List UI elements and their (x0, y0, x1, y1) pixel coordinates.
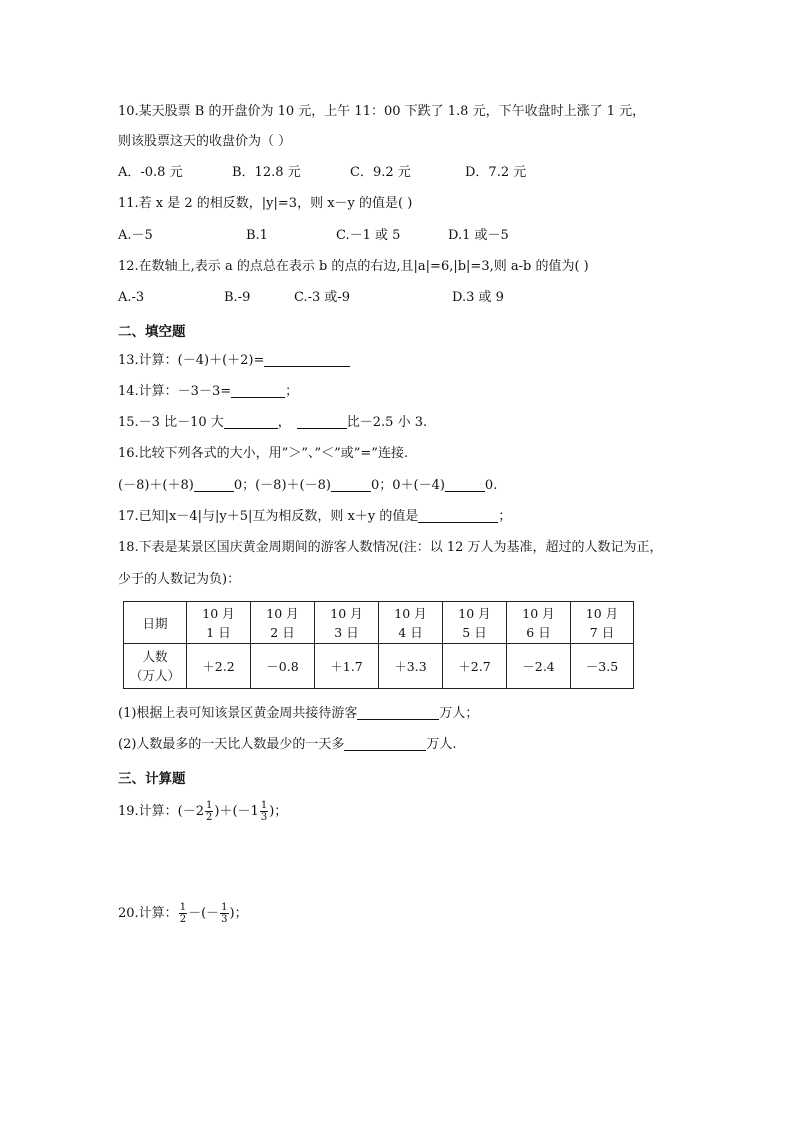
q17-tail: ； (498, 509, 512, 524)
date-day: 3 日 (334, 624, 359, 640)
fraction-one-third (220, 902, 228, 925)
table-cell-date (507, 602, 571, 644)
q19-mid: )＋(－1 (214, 804, 259, 819)
fraction-one-half (205, 800, 213, 823)
q19-line (118, 800, 287, 823)
table-cell-date (315, 602, 379, 644)
date-month: 10 月 (202, 605, 235, 621)
q17-text: 17.已知|x－4|与|y＋5|互为相反数，则 x＋y 的值是 (118, 509, 419, 524)
q12-option-d: D.3 或 9 (452, 290, 504, 305)
q18-sub1-text: (1)根据上表可知该景区黄金周共接待游客 (118, 706, 358, 721)
date-month: 10 月 (394, 605, 427, 621)
date-month: 10 月 (458, 605, 491, 621)
q16-expr3: 0；0＋(－4) (370, 478, 445, 493)
q12-option-b: B.-9 (224, 290, 251, 305)
numerator: 1 (179, 902, 187, 913)
date-month: 10 月 (522, 605, 555, 621)
table-header-count (124, 644, 187, 689)
q12-option-a: A.-3 (118, 290, 145, 305)
table-cell-date (187, 602, 251, 644)
table-cell-date (251, 602, 315, 644)
table-cell-value: －3.5 (571, 644, 634, 689)
q20-line (118, 902, 248, 925)
q10-option-c: C．9.2 元 (350, 165, 411, 180)
q19-tail: )； (269, 804, 288, 819)
q13-answer-blank[interactable] (264, 352, 350, 367)
q14-tail: ； (285, 384, 299, 399)
section-fill-in-heading: 二、填空题 (118, 324, 186, 340)
q16-expr1: (－8)＋(＋8) (118, 478, 194, 493)
q16-answer-blank-1[interactable] (194, 477, 234, 492)
q13-text: 13.计算：(－4)＋(＋2)= (118, 353, 265, 368)
q16-expr4: 0. (484, 478, 498, 493)
numerator: 1 (221, 902, 228, 913)
date-day: 1 日 (206, 624, 231, 640)
q11-option-d: D.1 或－5 (448, 228, 509, 243)
q18-sub1-answer-blank[interactable] (357, 705, 439, 720)
q10-option-d: D．7.2 元 (465, 165, 527, 180)
q15-part2: ， (277, 415, 291, 430)
table-cell-date (379, 602, 443, 644)
count-header-unit: （万人） (129, 668, 180, 683)
date-month: 10 月 (330, 605, 363, 621)
visitor-table (123, 601, 634, 689)
q16-line2 (118, 477, 497, 495)
q14-line (118, 383, 298, 401)
q17-line (118, 508, 511, 526)
denominator: 2 (179, 914, 187, 925)
q15-answer-blank-2[interactable] (297, 414, 347, 429)
q20-prefix: 20.计算： (118, 906, 178, 921)
q16-answer-blank-2[interactable] (331, 477, 371, 492)
denominator: 3 (221, 914, 228, 925)
date-month: 10 月 (266, 605, 299, 621)
q19-prefix: 19.计算：(－2 (118, 804, 205, 819)
q18-line2: 少于的人数记为负)： (118, 572, 241, 587)
date-day: 6 日 (526, 624, 551, 640)
date-day: 7 日 (589, 624, 615, 640)
table-header-date: 日期 (124, 602, 187, 644)
date-day: 4 日 (398, 624, 423, 640)
q11-stem: 11.若 x 是 2 的相反数，|y|=3，则 x－y 的值是( ) (118, 196, 413, 211)
q15-line (118, 414, 427, 432)
q18-sub2-answer-blank[interactable] (344, 736, 426, 751)
q18-sub2 (118, 736, 457, 754)
q18-sub2-text: (2)人数最多的一天比人数最少的一天多 (118, 737, 345, 752)
q18-line1: 18.下表是某景区国庆黄金周期间的游客人数情况(注：以 12 万人为基准，超过的人数记为正， (118, 540, 663, 555)
q18-sub1 (118, 705, 478, 723)
fraction-one-third (260, 800, 268, 823)
q14-text: 14.计算：－3－3= (118, 384, 232, 399)
table-row-values (124, 644, 634, 689)
table-cell-date (443, 602, 507, 644)
q10-line1: 10.某天股票 B 的开盘价为 10 元，上午 11：00 下跌了 1.8 元，下午收盘时上涨了 1 元， (118, 104, 646, 119)
q11-option-a: A.－5 (118, 228, 153, 243)
q11-option-c: C.－1 或 5 (336, 228, 401, 243)
table-cell-value: －0.8 (251, 644, 315, 689)
table-cell-value: －2.4 (507, 644, 571, 689)
q17-answer-blank[interactable] (418, 508, 498, 523)
numerator: 1 (206, 800, 213, 811)
q20-mid: －(－ (188, 906, 220, 921)
q16-expr2: 0；(－8)＋(－8) (233, 478, 331, 493)
numerator: 1 (260, 800, 268, 811)
q15-part3: 比－2.5 小 3. (346, 415, 428, 430)
table-row-dates (124, 602, 634, 644)
q12-option-c: C.-3 或-9 (294, 290, 351, 305)
q18-sub2-tail: 万人. (426, 737, 457, 752)
fraction-one-half (179, 902, 187, 925)
date-day: 5 日 (462, 624, 487, 640)
q16-answer-blank-3[interactable] (445, 477, 485, 492)
table-cell-value: ＋2.7 (443, 644, 507, 689)
table-cell-value: ＋2.2 (187, 644, 251, 689)
q11-option-b: B.1 (246, 228, 268, 243)
q16-stem: 16.比较下列各式的大小，用”＞”、”＜”或”=”连接. (118, 446, 409, 461)
q14-answer-blank[interactable] (231, 383, 285, 398)
count-header-label: 人数 (142, 649, 168, 664)
table-cell-value: ＋3.3 (379, 644, 443, 689)
table-cell-value: ＋1.7 (315, 644, 379, 689)
date-day: 2 日 (270, 624, 295, 640)
q12-stem: 12.在数轴上,表示 a 的点总在表示 b 的点的右边,且|a|=6,|b|=3,则 a-b 的值为( ) (118, 259, 589, 274)
q15-part1: 15.－3 比－10 大 (118, 415, 224, 430)
q20-tail: )； (229, 906, 248, 921)
denominator: 3 (260, 812, 268, 823)
q13-line (118, 352, 350, 370)
q18-sub1-tail: 万人； (439, 706, 479, 721)
q15-answer-blank-1[interactable] (224, 414, 278, 429)
denominator: 2 (206, 812, 213, 823)
table-cell-date (571, 602, 634, 644)
q10-option-b: B．12.8 元 (232, 165, 301, 180)
section-calculation-heading: 三、计算题 (118, 771, 186, 787)
q10-option-a: A．-0.8 元 (118, 165, 183, 180)
q10-line2: 则该股票这天的收盘价为（ ） (118, 134, 292, 149)
date-month: 10 月 (585, 605, 619, 621)
